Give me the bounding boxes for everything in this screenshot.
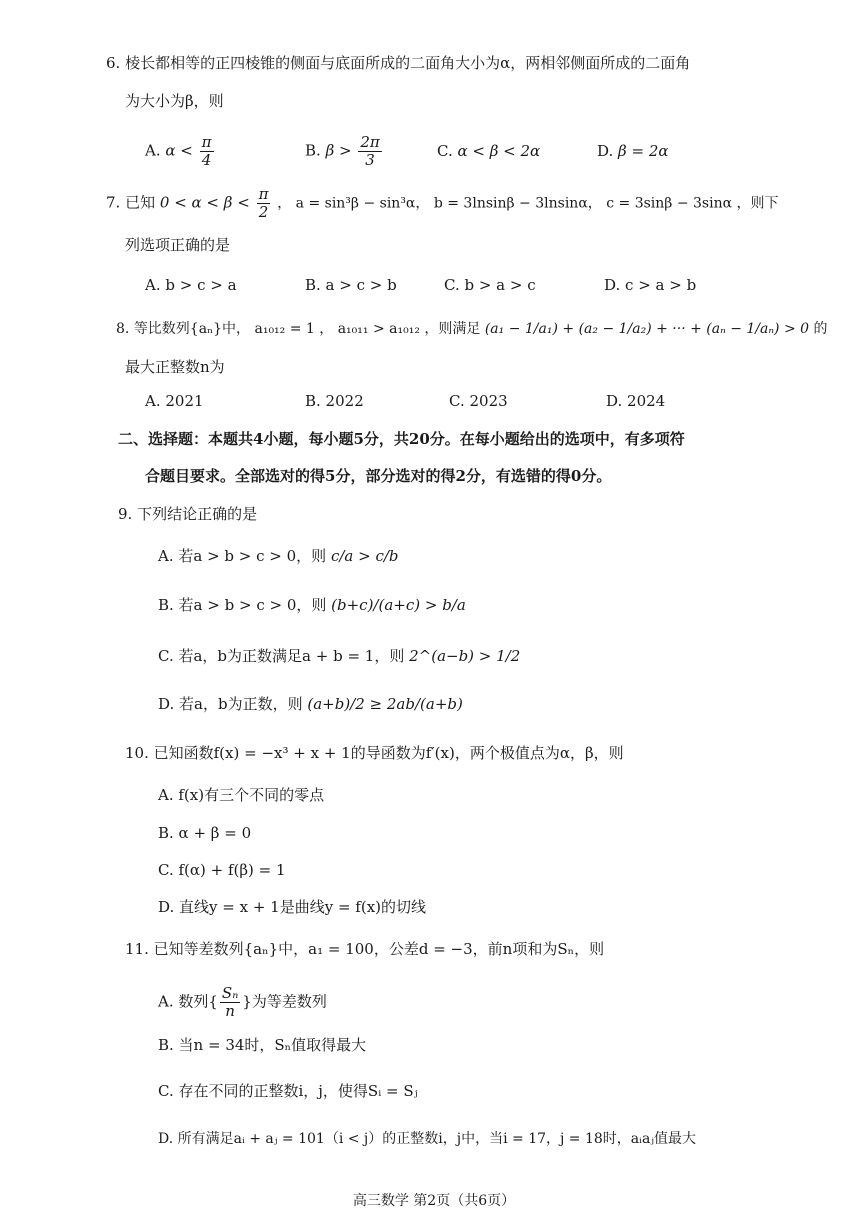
q6-option-d[interactable]: D. β = 2α bbox=[597, 142, 669, 160]
q7-stem-line2: 列选项正确的是 bbox=[125, 236, 231, 254]
q11-option-d[interactable]: D. 所有满足aᵢ + aⱼ = 101（i < j）的正整数i，j中，当i = 17，j = 18时，aᵢaⱼ值最大 bbox=[158, 1131, 697, 1147]
q8-expression: (a₁ − 1/a₁) + (a₂ − 1/a₂) + ··· + (aₙ − 1/aₙ) > 0 bbox=[484, 321, 810, 337]
q10-option-d[interactable]: D. 直线y = x + 1是曲线y = f(x)的切线 bbox=[158, 898, 427, 916]
q8-stem-line1: 8. 等比数列{aₙ}中， a₁₀₁₂ = 1 ， a₁₀₁₁ > a₁₀₁₂ ，则满足 (a₁ − 1/a₁) + (a₂ − 1/a₂) + ··· + (aₙ − 1/aₙ) > 0 的 bbox=[116, 321, 828, 337]
q9-stem: 9. 下列结论正确的是 bbox=[118, 505, 258, 523]
q7-option-a[interactable]: A. b > c > a bbox=[145, 276, 237, 294]
q10-stem: 10. 已知函数f(x) = −x³ + x + 1的导函数为f′(x)，两个极值点为α，β，则 bbox=[125, 744, 624, 762]
q8-option-d[interactable]: D. 2024 bbox=[606, 392, 666, 410]
q6-a-fraction: $\frac{\pi}{4}$ bbox=[201, 133, 212, 169]
q10-option-c[interactable]: C. f(α) + f(β) = 1 bbox=[158, 861, 286, 879]
q6-option-c[interactable]: C. α < β < 2α bbox=[437, 142, 541, 160]
q8-option-b[interactable]: B. 2022 bbox=[305, 392, 364, 410]
q6-stem-line2: 为大小为β，则 bbox=[125, 92, 224, 110]
q6-b-fraction: $\frac{2\pi}{3}$ bbox=[360, 133, 380, 169]
q6-stem-line1: 6. 棱长都相等的正四棱锥的侧面与底面所成的二面角大小为α，两相邻侧面所成的二面角 bbox=[106, 54, 691, 72]
q9-a-expression: c/a > c/b bbox=[330, 547, 399, 565]
q11-option-c[interactable]: C. 存在不同的正整数i，j，使得Sᵢ = Sⱼ bbox=[158, 1082, 418, 1100]
q7-option-d[interactable]: D. c > a > b bbox=[604, 276, 697, 294]
q7-option-b[interactable]: B. a > c > b bbox=[305, 276, 397, 294]
section2-heading-line2: 合题目要求。全部选对的得5分，部分选对的得2分，有选错的得0分。 bbox=[145, 467, 612, 485]
q6-option-b[interactable]: B. β > $\frac{2\pi}{3}$ bbox=[305, 133, 380, 169]
q9-option-c[interactable]: C. 若a，b为正数满足a + b = 1，则 2^(a−b) > 1/2 bbox=[158, 647, 521, 665]
q9-d-expression: (a+b)/2 ≥ 2ab/(a+b) bbox=[307, 695, 463, 713]
q8-option-c[interactable]: C. 2023 bbox=[449, 392, 508, 410]
q10-option-b[interactable]: B. α + β = 0 bbox=[158, 824, 252, 842]
q8-stem-line2: 最大正整数n为 bbox=[125, 358, 225, 376]
q6-option-a[interactable]: A. α < $\frac{\pi}{4}$ bbox=[145, 133, 212, 169]
q10-option-a[interactable]: A. f(x)有三个不同的零点 bbox=[158, 786, 325, 804]
q11-stem: 11. 已知等差数列{aₙ}中，a₁ = 100，公差d = −3，前n项和为Sₙ，则 bbox=[125, 940, 605, 958]
section2-heading-line1: 二、选择题：本题共4小题，每小题5分，共20分。在每小题给出的选项中，有多项符 bbox=[118, 430, 685, 448]
q9-b-expression: (b+c)/(a+c) > b/a bbox=[331, 596, 466, 614]
q9-option-b[interactable]: B. 若a > b > c > 0，则 (b+c)/(a+c) > b/a bbox=[158, 596, 466, 614]
q11-option-a[interactable]: A. 数列{ $\frac{\text{Sₙ}}{n}$ }为等差数列 bbox=[158, 984, 327, 1020]
q9-option-a[interactable]: A. 若a > b > c > 0，则 c/a > c/b bbox=[158, 547, 399, 565]
q8-option-a[interactable]: A. 2021 bbox=[145, 392, 204, 410]
q7-option-c[interactable]: C. b > a > c bbox=[444, 276, 536, 294]
q7-pi-over-2: $\frac{\pi}{2}$ bbox=[258, 185, 269, 221]
page-footer: 高三数学 第2页（共6页） bbox=[352, 1193, 516, 1209]
q9-c-expression: 2^(a−b) > 1/2 bbox=[409, 647, 521, 665]
q11-sn-over-n: $\frac{\text{Sₙ}}{n}$ bbox=[221, 984, 239, 1020]
q11-option-b[interactable]: B. 当n = 34时，Sₙ值取得最大 bbox=[158, 1036, 367, 1054]
q7-stem-line1: 7. 已知 0 < α < β < $\frac{\pi}{2}$ ， a = sin³β − sin³α， b = 3lnsinβ − 3lnsinα， c = 3sinβ − 3sinα ，则下 bbox=[106, 185, 779, 221]
q9-option-d[interactable]: D. 若a，b为正数，则 (a+b)/2 ≥ 2ab/(a+b) bbox=[158, 695, 463, 713]
